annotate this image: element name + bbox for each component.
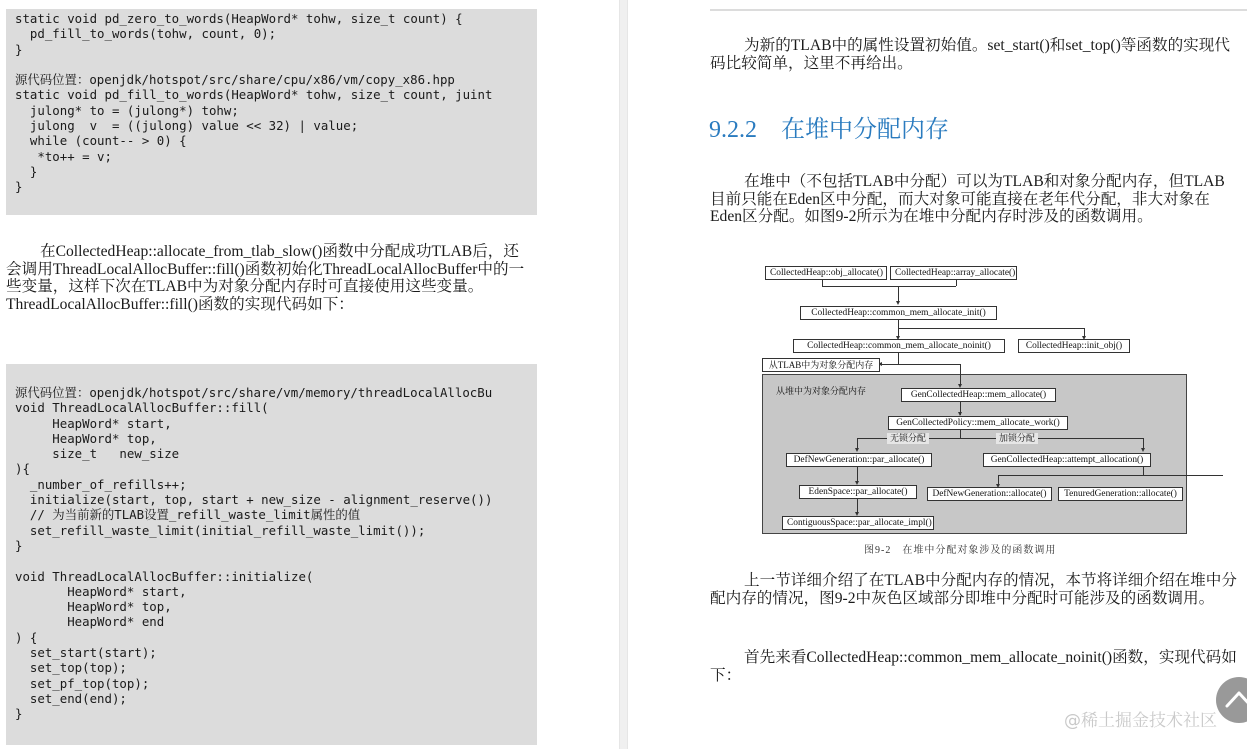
node-obj-allocate: CollectedHeap::obj_allocate() [765,266,887,280]
node-init-obj: CollectedHeap::init_obj() [1018,339,1130,353]
edge-label-locked: 加锁分配 [996,433,1038,444]
horizontal-rule [710,9,1247,11]
node-attempt-allocation: GenCollectedHeap::attempt_allocation() [983,453,1151,467]
body-paragraph: 在CollectedHeap::allocate_from_tlab_slow()函数中分配成功TLAB后，还会调用ThreadLocalAllocBuffer::fill()函数初始化ThreadLocalAllocBuffer中的一些变量，这样下次在TLAB中为对象分配内存时可直接使用这些变量。ThreadLocalAllocBuffer::fill()函数的实现代码如下： [6,243,525,313]
call-graph-figure [760,262,1190,536]
watermark: @稀土掘金技术社区 [1064,711,1217,731]
label-heap-allocation: 从堆中为对象分配内存 [776,386,867,396]
section-heading: 9.2.2 在堆中分配内存 [709,117,949,143]
node-defnew-allocate: DefNewGeneration::allocate() [927,487,1052,501]
node-mem-allocate-work: GenCollectedPolicy::mem_allocate_work() [888,416,1068,430]
code-block-tlab-fill [6,364,537,745]
code-text: static void pd_zero_to_words(HeapWord* tohw, size_t count) { pd_fill_to_words(tohw, count, 0); } 源代码位置：openjdk/hotspot/src/share/cpu/x86/vm/copy_x86.hpp static void pd_fill_to_words(HeapWord* tohw, size_t count, juint julong* to = (julong*) tohw; julong v = ((julong) value << 32) | value; while (count-- > 0) { *to++ = v; } } [15,11,493,195]
node-common-mem-allocate-init: CollectedHeap::common_mem_allocate_init() [800,306,997,320]
body-paragraph: 为新的TLAB中的属性设置初始值。set_start()和set_top()等函数的实现代码比较简单，这里不再给出。 [710,37,1230,72]
edge-label-lock-free: 无锁分配 [887,433,929,444]
node-array-allocate: CollectedHeap::array_allocate() [890,266,1017,280]
body-paragraph: 在堆中（不包括TLAB中分配）可以为TLAB和对象分配内存，但TLAB目前只能在Eden区中分配，而大对象可能直接在老年代分配，非大对象在Eden区分配。如图9-2所示为在堆中分配内存时涉及的函数调用。 [710,173,1225,226]
node-defnew-par-allocate: DefNewGeneration::par_allocate() [786,453,932,467]
label-tlab-allocation: 从TLAB中为对象分配内存 [762,358,880,372]
node-contiguous-par-allocate-impl: ContiguousSpace::par_allocate_impl() [782,516,934,530]
node-eden-par-allocate: EdenSpace::par_allocate() [799,485,917,499]
page-divider [619,0,628,749]
chevron-up-icon [1224,687,1247,711]
code-block-copy-x86 [6,9,537,215]
figure-caption: 图9-2 在堆中分配对象涉及的函数调用 [864,545,1057,556]
left-page [0,0,619,749]
node-common-mem-allocate-noinit: CollectedHeap::common_mem_allocate_noinit() [793,339,1005,353]
body-paragraph: 首先来看CollectedHeap::common_mem_allocate_noinit()函数，实现代码如下： [710,649,1237,684]
code-text: 源代码位置：openjdk/hotspot/src/share/vm/memory/threadLocalAllocBu void ThreadLocalAllocBuffer::fill( HeapWord* start, HeapWord* top, size_t new_size ){ _number_of_refills++; initialize(start, top, start + new_size - alignment_reserve()) // 为当前新的TLAB设置_refill_waste_limit属性的值 set_refill_waste_limit(initial_refill_waste_limit()); } void ThreadLocalAllocBuffer::initialize( HeapWord* start, HeapWord* top, HeapWord* end ) { set_start(start); set_top(top); set_pf_top(top); set_end(end); } [15,385,493,722]
node-tenured-allocate: TenuredGeneration::allocate() [1058,487,1183,501]
node-mem-allocate: GenCollectedHeap::mem_allocate() [901,388,1056,402]
body-paragraph: 上一节详细介绍了在TLAB中分配内存的情况，本节将详细介绍在堆中分配内存的情况，图9-2中灰色区域部分即堆中分配时可能涉及的函数调用。 [710,572,1237,607]
